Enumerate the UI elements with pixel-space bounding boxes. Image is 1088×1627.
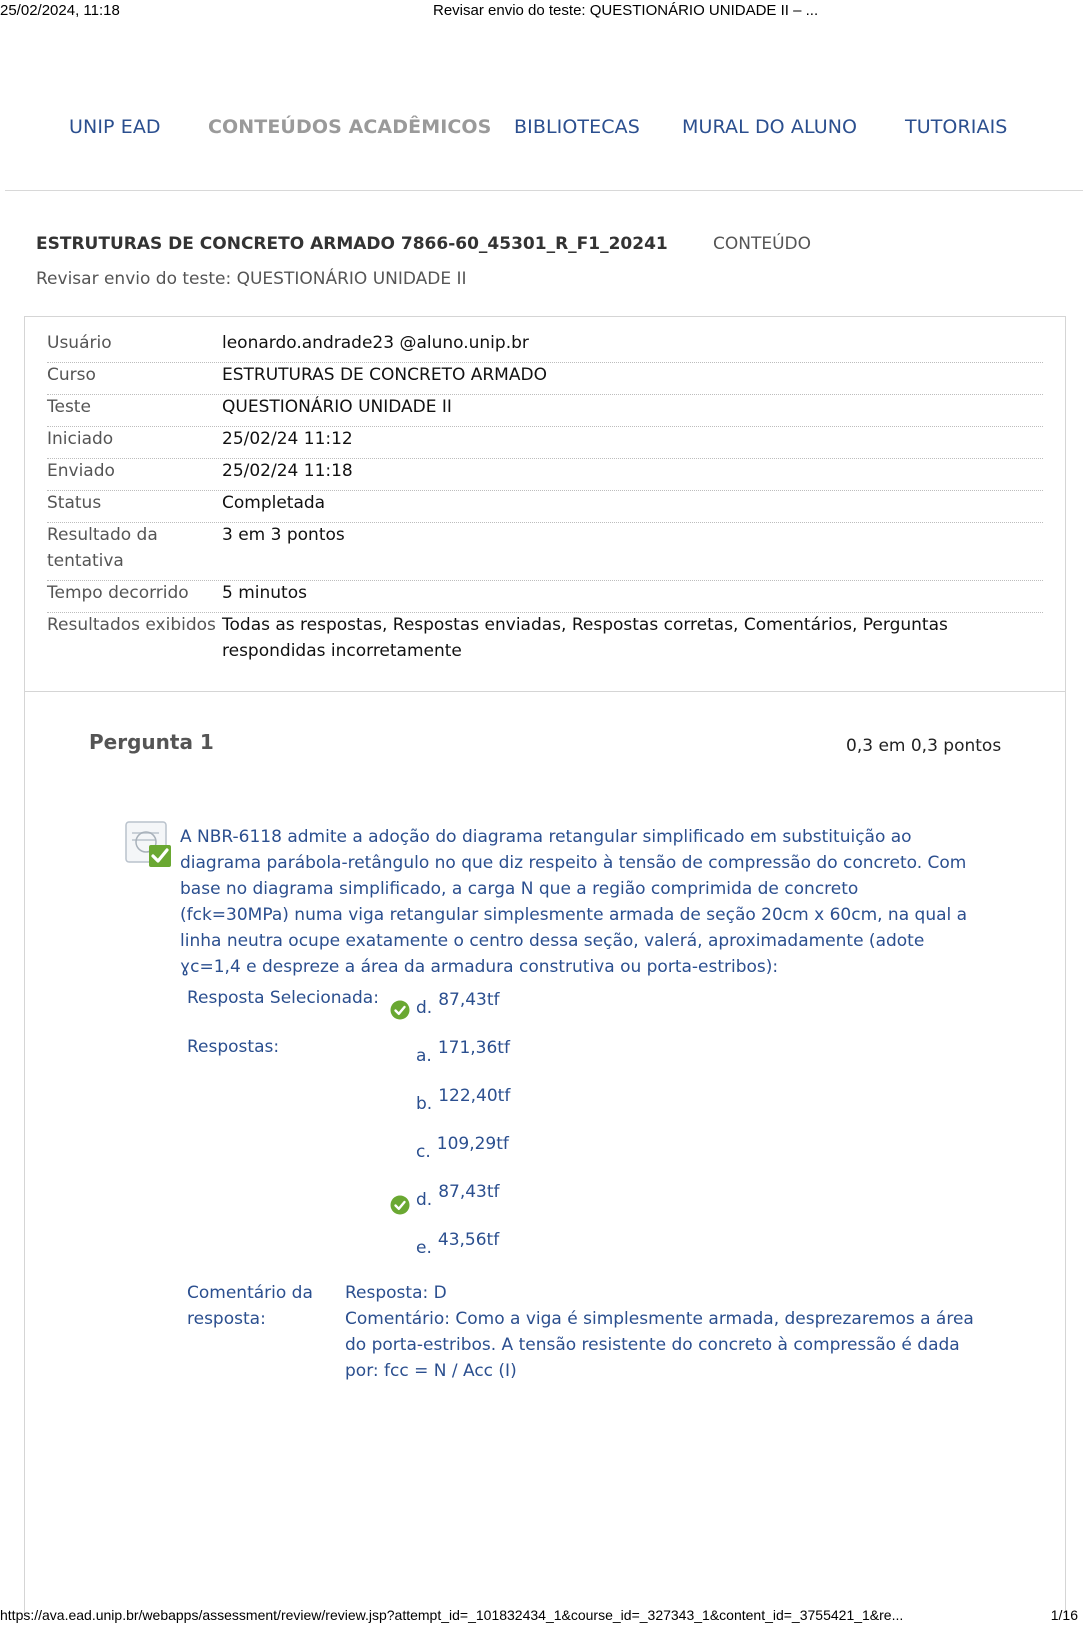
nav-bibliotecas[interactable]: BIBLIOTECAS <box>514 116 640 138</box>
comment-label: Comentário da resposta: <box>187 1283 313 1329</box>
print-header <box>0 0 1088 22</box>
print-footer <box>0 1606 1088 1627</box>
summary-label: Teste <box>47 397 91 417</box>
question-title: Pergunta 1 <box>89 730 214 754</box>
option-value: 122,40tf <box>438 1086 511 1106</box>
nav-unip-ead[interactable]: UNIP EAD <box>69 116 161 138</box>
content-link[interactable]: CONTEÚDO <box>713 234 812 254</box>
summary-label: Resultado da tentativa <box>47 525 158 571</box>
summary-row-resultado <box>47 522 1043 581</box>
print-page-number: 1/16 <box>1050 1607 1078 1623</box>
summary-row-status <box>47 490 1043 523</box>
option-letter: c. <box>416 1142 431 1162</box>
option-value: 109,29tf <box>436 1134 509 1154</box>
answer-option-d <box>416 1182 500 1210</box>
answer-comment <box>345 1280 975 1384</box>
option-letter: d. <box>416 1190 433 1210</box>
answer-option-b <box>416 1086 511 1114</box>
option-letter: b. <box>416 1094 433 1114</box>
answer-option-a <box>416 1038 510 1066</box>
page-subtitle: Revisar envio do teste: QUESTIONÁRIO UNIDADE II <box>36 269 467 289</box>
summary-label: Iniciado <box>47 429 114 449</box>
comment-text: Comentário: Como a viga é simplesmente armada, desprezaremos a área do porta-estribos. A tensão resistente do concreto à compressão é dada por: fcc = N / Acc (I) <box>345 1309 974 1381</box>
summary-row-usuario <box>47 330 1043 363</box>
summary-value: 3 em 3 pontos <box>222 525 345 545</box>
option-value: 87,43tf <box>438 1182 500 1202</box>
nav-mural-do-aluno[interactable]: MURAL DO ALUNO <box>682 116 858 138</box>
option-letter: a. <box>416 1046 432 1066</box>
attempt-summary <box>25 317 1065 692</box>
summary-label: Curso <box>47 365 96 385</box>
nav-conteudos-academicos[interactable]: CONTEÚDOS ACADÊMICOS <box>208 116 492 138</box>
summary-value: leonardo.andrade23 @aluno.unip.br <box>222 333 529 353</box>
summary-label: Usuário <box>47 333 112 353</box>
summary-label: Tempo decorrido <box>47 583 189 603</box>
option-letter: e. <box>416 1238 432 1258</box>
answer-option-c <box>416 1134 509 1162</box>
summary-label: Enviado <box>47 461 115 481</box>
selected-answer <box>416 990 500 1018</box>
summary-value: 5 minutos <box>222 583 307 603</box>
option-value: 87,43tf <box>438 990 500 1010</box>
correct-check-icon <box>390 1000 410 1020</box>
course-title[interactable]: ESTRUTURAS DE CONCRETO ARMADO 7866-60_45301_R_F1_20241 <box>36 234 668 254</box>
option-value: 171,36tf <box>437 1038 510 1058</box>
summary-row-tempo <box>47 580 1043 613</box>
summary-value: Todas as respostas, Respostas enviadas, Respostas corretas, Comentários, Perguntas respondidas incorretamente <box>222 615 948 661</box>
question-text: A NBR-6118 admite a adoção do diagrama retangular simplificado em substituição ao diagrama parábola-retângulo no que diz respeito à tensão de compressão do concreto. Com base no diagrama simplificado, a carga N que a região comprimida de concreto (fck=30MPa) numa viga retangular simplesmente armada de seção 20cm x 60cm, na qual a linha neutra ocupe exatamente o centro dessa seção, valerá, aproximadamente (adote ɣc=1,4 e despreze a área da armadura construtiva ou porta-estribos): <box>180 827 968 977</box>
selected-answer-label: Resposta Selecionada: <box>187 988 379 1008</box>
top-nav <box>0 116 1088 146</box>
summary-value: QUESTIONÁRIO UNIDADE II <box>222 397 452 417</box>
nav-tutoriais[interactable]: TUTORIAIS <box>905 116 1008 138</box>
print-date: 25/02/2024, 11:18 <box>0 2 120 19</box>
summary-row-resultados-exibidos <box>47 612 1043 670</box>
summary-value: ESTRUTURAS DE CONCRETO ARMADO <box>222 365 547 385</box>
print-title: Revisar envio do teste: QUESTIONÁRIO UNIDADE II – ... <box>433 2 819 19</box>
summary-value: 25/02/24 11:12 <box>222 429 353 449</box>
nav-divider <box>5 190 1083 191</box>
comment-answer: Resposta: D <box>345 1283 447 1303</box>
option-letter: d. <box>416 998 433 1018</box>
summary-label: Resultados exibidos <box>47 615 216 635</box>
summary-row-iniciado <box>47 426 1043 459</box>
question-correct-icon <box>125 821 173 869</box>
print-url: https://ava.ead.unip.br/webapps/assessment/review/review.jsp?attempt_id=_101832434_1&course_id=_327343_1&content_id=_3755421_1&re... <box>0 1607 904 1623</box>
summary-row-teste <box>47 394 1043 427</box>
correct-check-icon <box>390 1195 410 1215</box>
question-score: 0,3 em 0,3 pontos <box>846 736 1002 756</box>
answer-option-e <box>416 1230 500 1258</box>
summary-row-enviado <box>47 458 1043 491</box>
summary-label: Status <box>47 493 102 513</box>
summary-row-curso <box>47 362 1043 395</box>
summary-value: 25/02/24 11:18 <box>222 461 353 481</box>
summary-value: Completada <box>222 493 326 513</box>
option-value: 43,56tf <box>437 1230 500 1250</box>
answers-label: Respostas: <box>187 1037 280 1057</box>
